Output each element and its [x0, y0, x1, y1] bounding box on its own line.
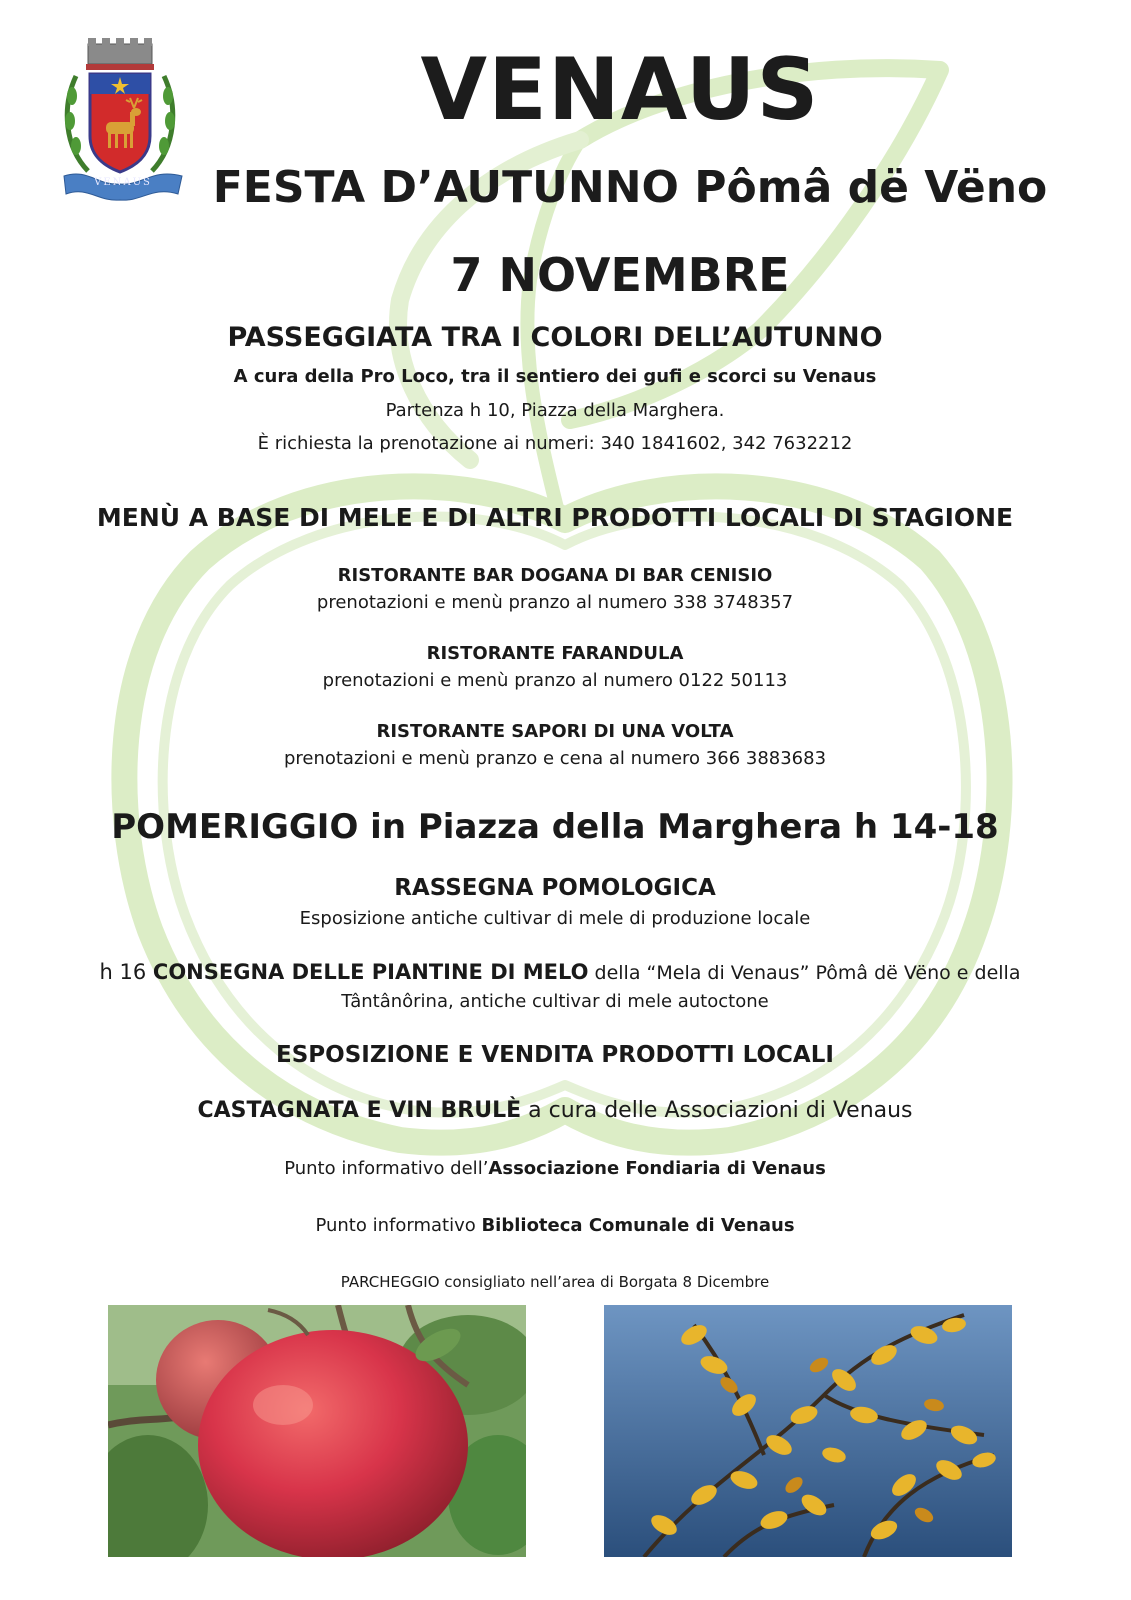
apple-photo	[108, 1305, 526, 1557]
restaurant-info: prenotazioni e menù pranzo al numero 338 3748357	[316, 592, 794, 613]
plants-line-2: Tântânôrina, antiche cultivar di mele autoctone	[341, 991, 769, 1012]
event-subtitle: FESTA D’AUTUNNO Pômâ dë Vëno	[212, 162, 1048, 213]
walk-organizer: A cura della Pro Loco, tra il sentiero dei gufi e scorci su Venaus	[233, 366, 877, 387]
exhibition-heading: ESPOSIZIONE E VENDITA PRODOTTI LOCALI	[276, 1042, 834, 1068]
restaurant-name: RISTORANTE FARANDULA	[426, 643, 684, 664]
rassegna-text: Esposizione antiche cultivar di mele di produzione locale	[299, 908, 811, 929]
info-point-fondiaria	[120, 1158, 990, 1179]
info1-prefix: Punto informativo dell’	[284, 1158, 489, 1179]
walk-start: Partenza h 10, Piazza della Marghera.	[385, 400, 725, 421]
info-point-biblioteca	[120, 1215, 990, 1236]
event-date: 7 NOVEMBRE	[450, 248, 790, 302]
info2-bold: Biblioteca Comunale di Venaus	[481, 1215, 795, 1236]
rassegna-title: RASSEGNA POMOLOGICA	[394, 875, 716, 901]
info1-bold: Associazione Fondiaria di Venaus	[488, 1158, 826, 1179]
plants-bold: CONSEGNA DELLE PIANTINE DI MELO	[152, 960, 589, 984]
afternoon-heading: POMERIGGIO in Piazza della Marghera h 14-18	[111, 807, 999, 847]
restaurant-info: prenotazioni e menù pranzo e cena al numero 366 3883683	[283, 748, 827, 769]
chestnut-line	[80, 1098, 1030, 1123]
restaurant-name: RISTORANTE SAPORI DI UNA VOLTA	[376, 721, 734, 742]
info2-prefix: Punto informativo	[315, 1215, 482, 1236]
chestnut-rest: a cura delle Associazioni di Venaus	[521, 1098, 913, 1123]
autumn-leaves-photo	[604, 1305, 1012, 1557]
plants-rest: della “Mela di Venaus” Pômâ dë Vëno e della	[588, 962, 1021, 984]
page-title: VENAUS	[420, 40, 820, 140]
plants-time: h 16	[99, 960, 153, 984]
walk-heading: PASSEGGIATA TRA I COLORI DELL’AUTUNNO	[227, 322, 883, 353]
walk-booking: È richiesta la prenotazione ai numeri: 340 1841602, 342 7632212	[257, 433, 853, 454]
restaurant-name: RISTORANTE BAR DOGANA DI BAR CENISIO	[337, 565, 773, 586]
parking-note: PARCHEGGIO consigliato nell’area di Borgata 8 Dicembre	[340, 1273, 770, 1291]
crest-ribbon-text: VENAUS	[94, 177, 152, 188]
plants-line	[60, 960, 1060, 984]
menu-heading: MENÙ A BASE DI MELE E DI ALTRI PRODOTTI LOCALI DI STAGIONE	[96, 503, 1014, 532]
chestnut-bold: CASTAGNATA E VIN BRULÈ	[197, 1098, 522, 1123]
restaurant-info: prenotazioni e menù pranzo al numero 0122 50113	[322, 670, 788, 691]
